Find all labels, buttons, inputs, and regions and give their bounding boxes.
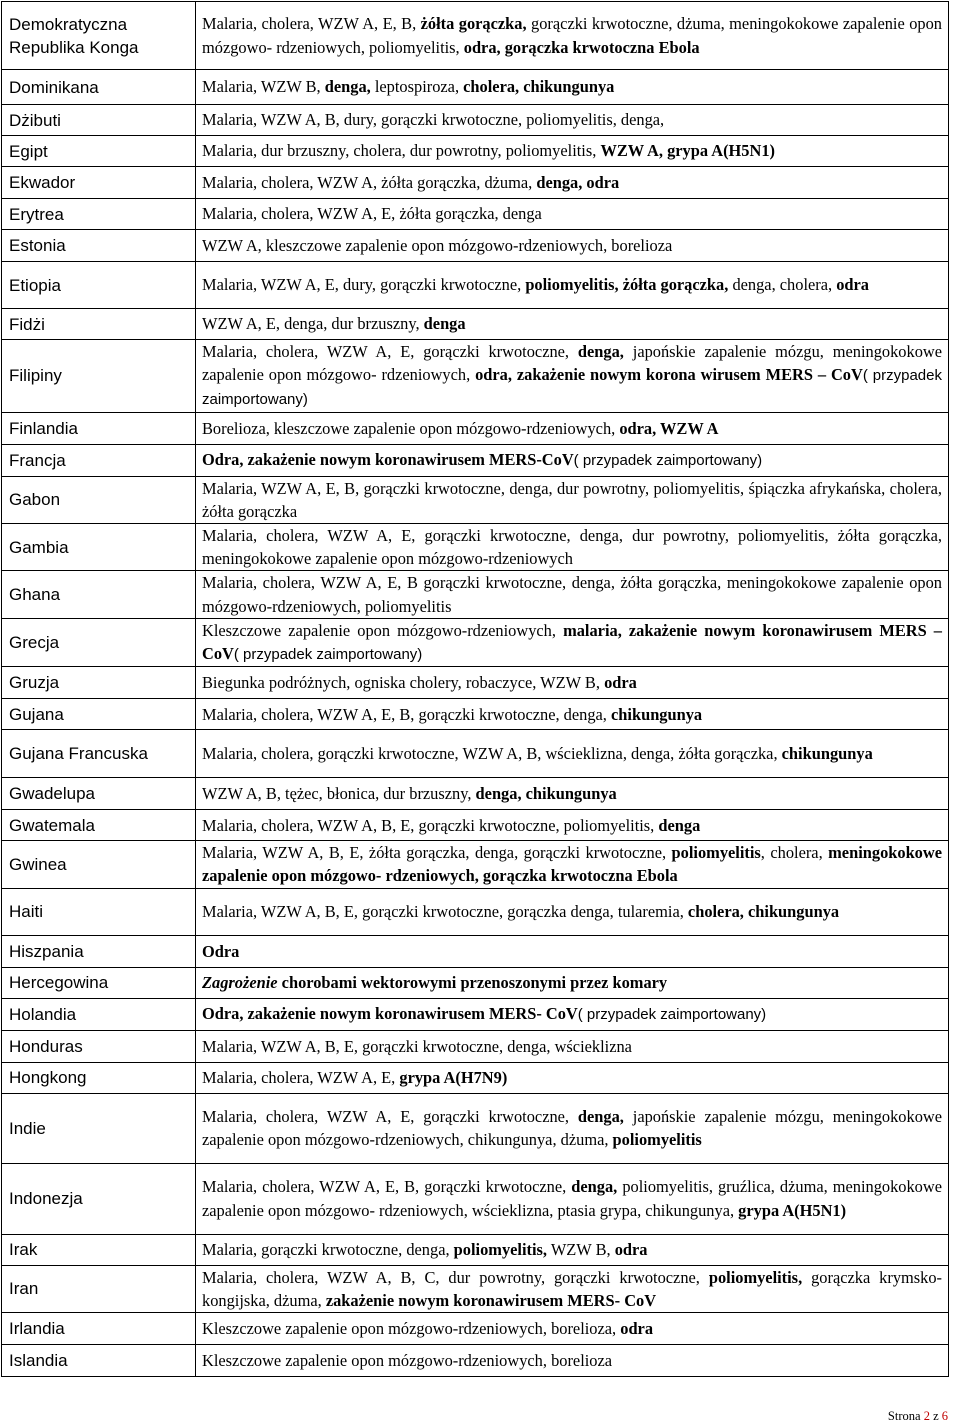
table-row [2,1062,949,1093]
diseases-cell [196,70,949,105]
diseases-cell [196,571,949,618]
table-row [2,167,949,199]
table-row [2,778,949,810]
table-row [2,309,949,340]
table-row [2,935,949,967]
disease-text-segment: cholera, chikungunya [687,902,840,922]
diseases-cell [196,730,949,778]
country-cell: Irak [2,1234,196,1265]
disease-text-segment: denga, [324,77,371,97]
disease-table [1,1,949,1377]
disease-text-segment: żółta gorączka, [420,14,527,34]
disease-text-segment: leptospiroza, [370,77,464,97]
disease-text-segment: WZW A, B, tężec, błonica, dur brzuszny, [202,784,476,804]
disease-text-segment: denga, [577,1106,624,1126]
diseases-cell [196,136,949,167]
diseases-cell [196,1234,949,1265]
disease-text-segment: Malaria, cholera, WZW A, E, B, [202,14,421,34]
disease-text-segment: ( przypadek zaimportowany) [233,646,423,664]
page-label: Strona [887,1409,924,1423]
diseases-cell [196,524,949,571]
country-cell: Haiti [2,888,196,935]
table-row [2,199,949,230]
country-cell: Gwinea [2,841,196,888]
country-cell: Islandia [2,1345,196,1377]
disease-text-segment: odra [614,1240,648,1260]
disease-text-segment: Malaria, WZW A, E, B, gorączki krwotoczne, denga, dur powrotny, poliomyelitis, śpiączka afrykańska, cholera, żółta gorączka [202,478,942,521]
diseases-cell [196,199,949,230]
diseases-cell [196,1163,949,1234]
disease-text-segment: grypa A(H5N1) [738,1200,847,1220]
country-cell: Estonia [2,230,196,262]
disease-text-segment: poliomyelitis, [453,1240,548,1260]
table-row [2,1030,949,1062]
table-row [2,412,949,444]
disease-text-segment: odra [836,275,869,295]
disease-text-segment: malaria, zakażenie nowym koronawirusem MERS – CoV [202,620,942,664]
disease-text-segment: cholera, chikungunya [463,77,615,97]
disease-text-segment: Malaria, cholera, gorączki krwotoczne, WZW A, B, wścieklizna, denga, żółta gorączka, [202,744,782,764]
disease-text-segment: chorobami wektorowymi przenoszonymi przez komary [277,973,668,993]
table-row [2,1234,949,1265]
disease-text-segment: Malaria, cholera, WZW A, E, [202,1068,400,1088]
disease-text-segment: Odra, zakażenie nowym koronawirusem MERS-CoV [202,450,574,469]
disease-text-segment: gorączki krwotoczne, dżuma, meningokokowe zapalenie opon mózgowo- rdzeniowych, [202,14,942,57]
disease-text-segment: Malaria, gorączki krwotoczne, denga, [202,1240,454,1260]
disease-text-segment: Malaria, WZW B, [202,77,325,97]
country-cell: Honduras [2,1030,196,1062]
table-row [2,841,949,888]
table-row [2,136,949,167]
country-cell: Ekwador [2,167,196,199]
country-cell: Dominikana [2,70,196,105]
disease-text-segment: Malaria, cholera, WZW A, E, gorączki krwotoczne, denga, dur powrotny, poliomyelitis, żółta gorączka, meningokokowe zapalenie opon mózgowo-rdzeniowych [202,526,942,569]
country-cell: Indonezja [2,1163,196,1234]
disease-text-segment: Malaria, WZW A, B, E, żółta gorączka, denga, gorączki krwotoczne, [202,843,672,863]
disease-text-segment: odra, gorączka krwotoczna Ebola [463,37,700,57]
diseases-cell [196,1030,949,1062]
table-row [2,888,949,935]
disease-text-segment: denga, [571,1177,618,1197]
table-row [2,810,949,841]
diseases-cell [196,998,949,1030]
disease-text-segment: WZW A, E, denga, dur brzuszny, [202,314,424,334]
disease-text-segment: WZW B, [547,1240,615,1260]
disease-text-segment: denga, cholera, [728,275,837,295]
disease-text-segment: denga [658,815,701,835]
disease-text-segment: WZW A, grypa A(H5N1) [600,141,775,161]
diseases-cell [196,778,949,810]
disease-text-segment: odra [604,673,637,693]
country-cell: Gwadelupa [2,778,196,810]
page-current: 2 [923,1409,930,1423]
table-row [2,730,949,778]
country-cell: Hiszpania [2,935,196,967]
table-row [2,699,949,730]
disease-text-segment: japońskie zapalenie mózgu, meningokokowe zapalenie opon mózgowo-rdzeniowych, chikungunya, dżuma, [202,1106,943,1150]
disease-text-segment: ( przypadek zaimportowany) [202,367,942,409]
diseases-cell [196,810,949,841]
diseases-cell [196,1062,949,1093]
disease-text-segment: Malaria, cholera, WZW A, B, C, dur powrotny, gorączki krwotoczne, [202,1267,709,1287]
disease-text-segment: poliomyelitis [671,843,761,863]
disease-text-segment: denga, chikungunya [475,784,617,804]
table-row [2,524,949,571]
disease-text-segment: Malaria, cholera, WZW A, E, gorączki krwotoczne, [202,342,578,361]
table-row [2,998,949,1030]
disease-text-segment: poliomyelitis, [369,37,464,57]
diseases-cell [196,444,949,476]
diseases-cell [196,1265,949,1312]
disease-text-segment: WZW A, kleszczowe zapalenie opon mózgowo-rdzeniowych, borelioza [202,235,673,255]
country-cell: Gujana [2,699,196,730]
country-cell: Irlandia [2,1313,196,1345]
disease-text-segment: Odra [202,941,240,961]
disease-text-segment: Malaria, WZW A, B, E, gorączki krwotoczne, gorączka denga, tularemia, [202,902,688,922]
disease-text-segment: odra [620,1318,654,1338]
page-total: 6 [941,1409,948,1423]
country-cell: Gujana Francuska [2,730,196,778]
table-row [2,476,949,523]
diseases-cell [196,618,949,666]
disease-text-segment: Malaria, WZW A, B, dury, gorączki krwotoczne, poliomyelitis, denga, [202,110,665,130]
country-cell: Gwatemala [2,810,196,841]
disease-text-segment: – CoV [817,365,863,385]
disease-text-segment: zakażenie nowym koronawirusem MERS- CoV [325,1290,657,1310]
disease-text-segment: chikungunya [781,744,873,764]
diseases-cell [196,888,949,935]
diseases-cell [196,699,949,730]
disease-text-segment: Malaria, dur brzuszny, cholera, dur powrotny, poliomyelitis, [202,141,601,161]
table-row [2,1265,949,1312]
diseases-cell [196,967,949,998]
disease-text-segment: Odra, zakażenie nowym koronawirusem MERS- CoV [202,1004,578,1024]
diseases-cell [196,2,949,70]
disease-text-segment: Kleszczowe zapalenie opon mózgowo-rdzeniowych, [202,620,564,640]
table-row [2,967,949,998]
disease-text-segment: Malaria, cholera, WZW A, E, gorączki krwotoczne, [202,1106,578,1126]
country-cell: Gruzja [2,667,196,699]
disease-text-segment: , cholera, [760,843,829,863]
table-row [2,667,949,699]
diseases-cell [196,262,949,309]
table-row [2,105,949,136]
country-cell: Holandia [2,998,196,1030]
country-cell: Hercegowina [2,967,196,998]
disease-text-segment: poliomyelitis, żółta gorączka, [525,275,729,295]
diseases-cell [196,476,949,523]
disease-text-segment: meningokokowe zapalenie opon mózgowo- rdzeniowych, gorączka krwotoczna Ebola [202,843,942,886]
table-row [2,70,949,105]
disease-text-segment: Kleszczowe zapalenie opon mózgowo-rdzeniowych, borelioza [202,1350,613,1370]
country-cell: Filipiny [2,340,196,413]
disease-text-segment: odra, WZW A [619,418,719,438]
disease-text-segment: Malaria, WZW A, E, dury, gorączki krwotoczne, [202,275,526,295]
table-row [2,1345,949,1377]
disease-text-segment: ( przypadek zaimportowany) [573,452,763,469]
table-row [2,2,949,70]
country-cell: Gabon [2,476,196,523]
diseases-cell [196,412,949,444]
disease-text-segment: poliomyelitis, gruźlica, dżuma, meningokokowe zapalenie opon mózgowo- rdzeniowych, wścieklizna, ptasia grypa, chikungunya, [202,1177,942,1220]
disease-text-segment: gorączka krymsko-kongijska, dżuma, [202,1267,943,1310]
disease-text-segment: odra, zakażenie nowym korona wirusem MERS [475,365,818,385]
disease-text-segment: Malaria, cholera, WZW A, B, E, gorączki krwotoczne, poliomyelitis, [202,815,659,835]
disease-text-segment: Biegunka podróżnych, ogniska cholery, robaczyce, WZW B, [202,673,605,693]
diseases-cell [196,105,949,136]
diseases-cell [196,1345,949,1377]
country-cell: Fidżi [2,309,196,340]
disease-text-segment: Malaria, cholera, WZW A, E, B gorączki krwotoczne, denga, żółta gorączka, meningokokowe zapalenie opon mózgowo-rdzeniowych, poliomyelitis [202,573,942,616]
country-cell: Grecja [2,618,196,666]
country-cell: Etiopia [2,262,196,309]
country-cell: Hongkong [2,1062,196,1093]
country-cell: Francja [2,444,196,476]
country-cell: Finlandia [2,412,196,444]
page-footer [888,1408,948,1424]
country-cell: Demokratyczna Republika Konga [2,2,196,70]
page-separator: z [929,1409,942,1423]
country-cell: Dżibuti [2,105,196,136]
disease-text-segment: Malaria, cholera, WZW A, żółta gorączka, dżuma, [202,172,537,192]
country-cell: Indie [2,1093,196,1163]
diseases-cell [196,230,949,262]
disease-text-segment: Borelioza, kleszczowe zapalenie opon mózgowo-rdzeniowych, [202,418,620,438]
disease-text-segment: poliomyelitis [612,1130,702,1150]
country-cell: Gambia [2,524,196,571]
disease-text-segment: Malaria, WZW A, B, E, gorączki krwotoczne, denga, wścieklizna [202,1036,632,1056]
table-row [2,1313,949,1345]
diseases-cell [196,309,949,340]
table-row [2,571,949,618]
diseases-cell [196,1093,949,1163]
country-cell: Ghana [2,571,196,618]
diseases-cell [196,667,949,699]
table-row [2,262,949,309]
disease-text-segment: grypa A(H7N9) [399,1068,508,1088]
country-cell: Iran [2,1265,196,1312]
disease-text-segment: Kleszczowe zapalenie opon mózgowo-rdzeniowych, borelioza, [202,1318,621,1338]
disease-text-segment: japońskie zapalenie mózgu, meningokokowe zapalenie opon mózgowo- rdzeniowych, [202,342,943,385]
disease-text-segment: Malaria, cholera, WZW A, E, B, gorączki krwotoczne, denga, [202,704,612,724]
table-row [2,340,949,413]
disease-table-body [2,2,949,1377]
diseases-cell [196,935,949,967]
disease-text-segment: ( przypadek zaimportowany) [577,1006,767,1024]
country-cell: Egipt [2,136,196,167]
diseases-cell [196,340,949,413]
disease-text-segment: Zagrożenie [202,973,278,993]
disease-text-segment: denga, [577,342,624,361]
table-row [2,230,949,262]
table-row [2,1093,949,1163]
diseases-cell [196,841,949,888]
diseases-cell [196,167,949,199]
disease-text-segment: denga [423,314,466,334]
disease-text-segment: poliomyelitis, [708,1267,803,1287]
country-cell: Erytrea [2,199,196,230]
disease-text-segment: chikungunya [611,704,703,724]
disease-text-segment: denga, odra [536,172,620,192]
table-row [2,444,949,476]
table-row [2,1163,949,1234]
disease-text-segment: Malaria, cholera, WZW A, E, żółta gorączka, denga [202,204,542,224]
disease-text-segment: Malaria, cholera, WZW A, E, B, gorączki krwotoczne, [202,1177,572,1197]
diseases-cell [196,1313,949,1345]
table-row [2,618,949,666]
